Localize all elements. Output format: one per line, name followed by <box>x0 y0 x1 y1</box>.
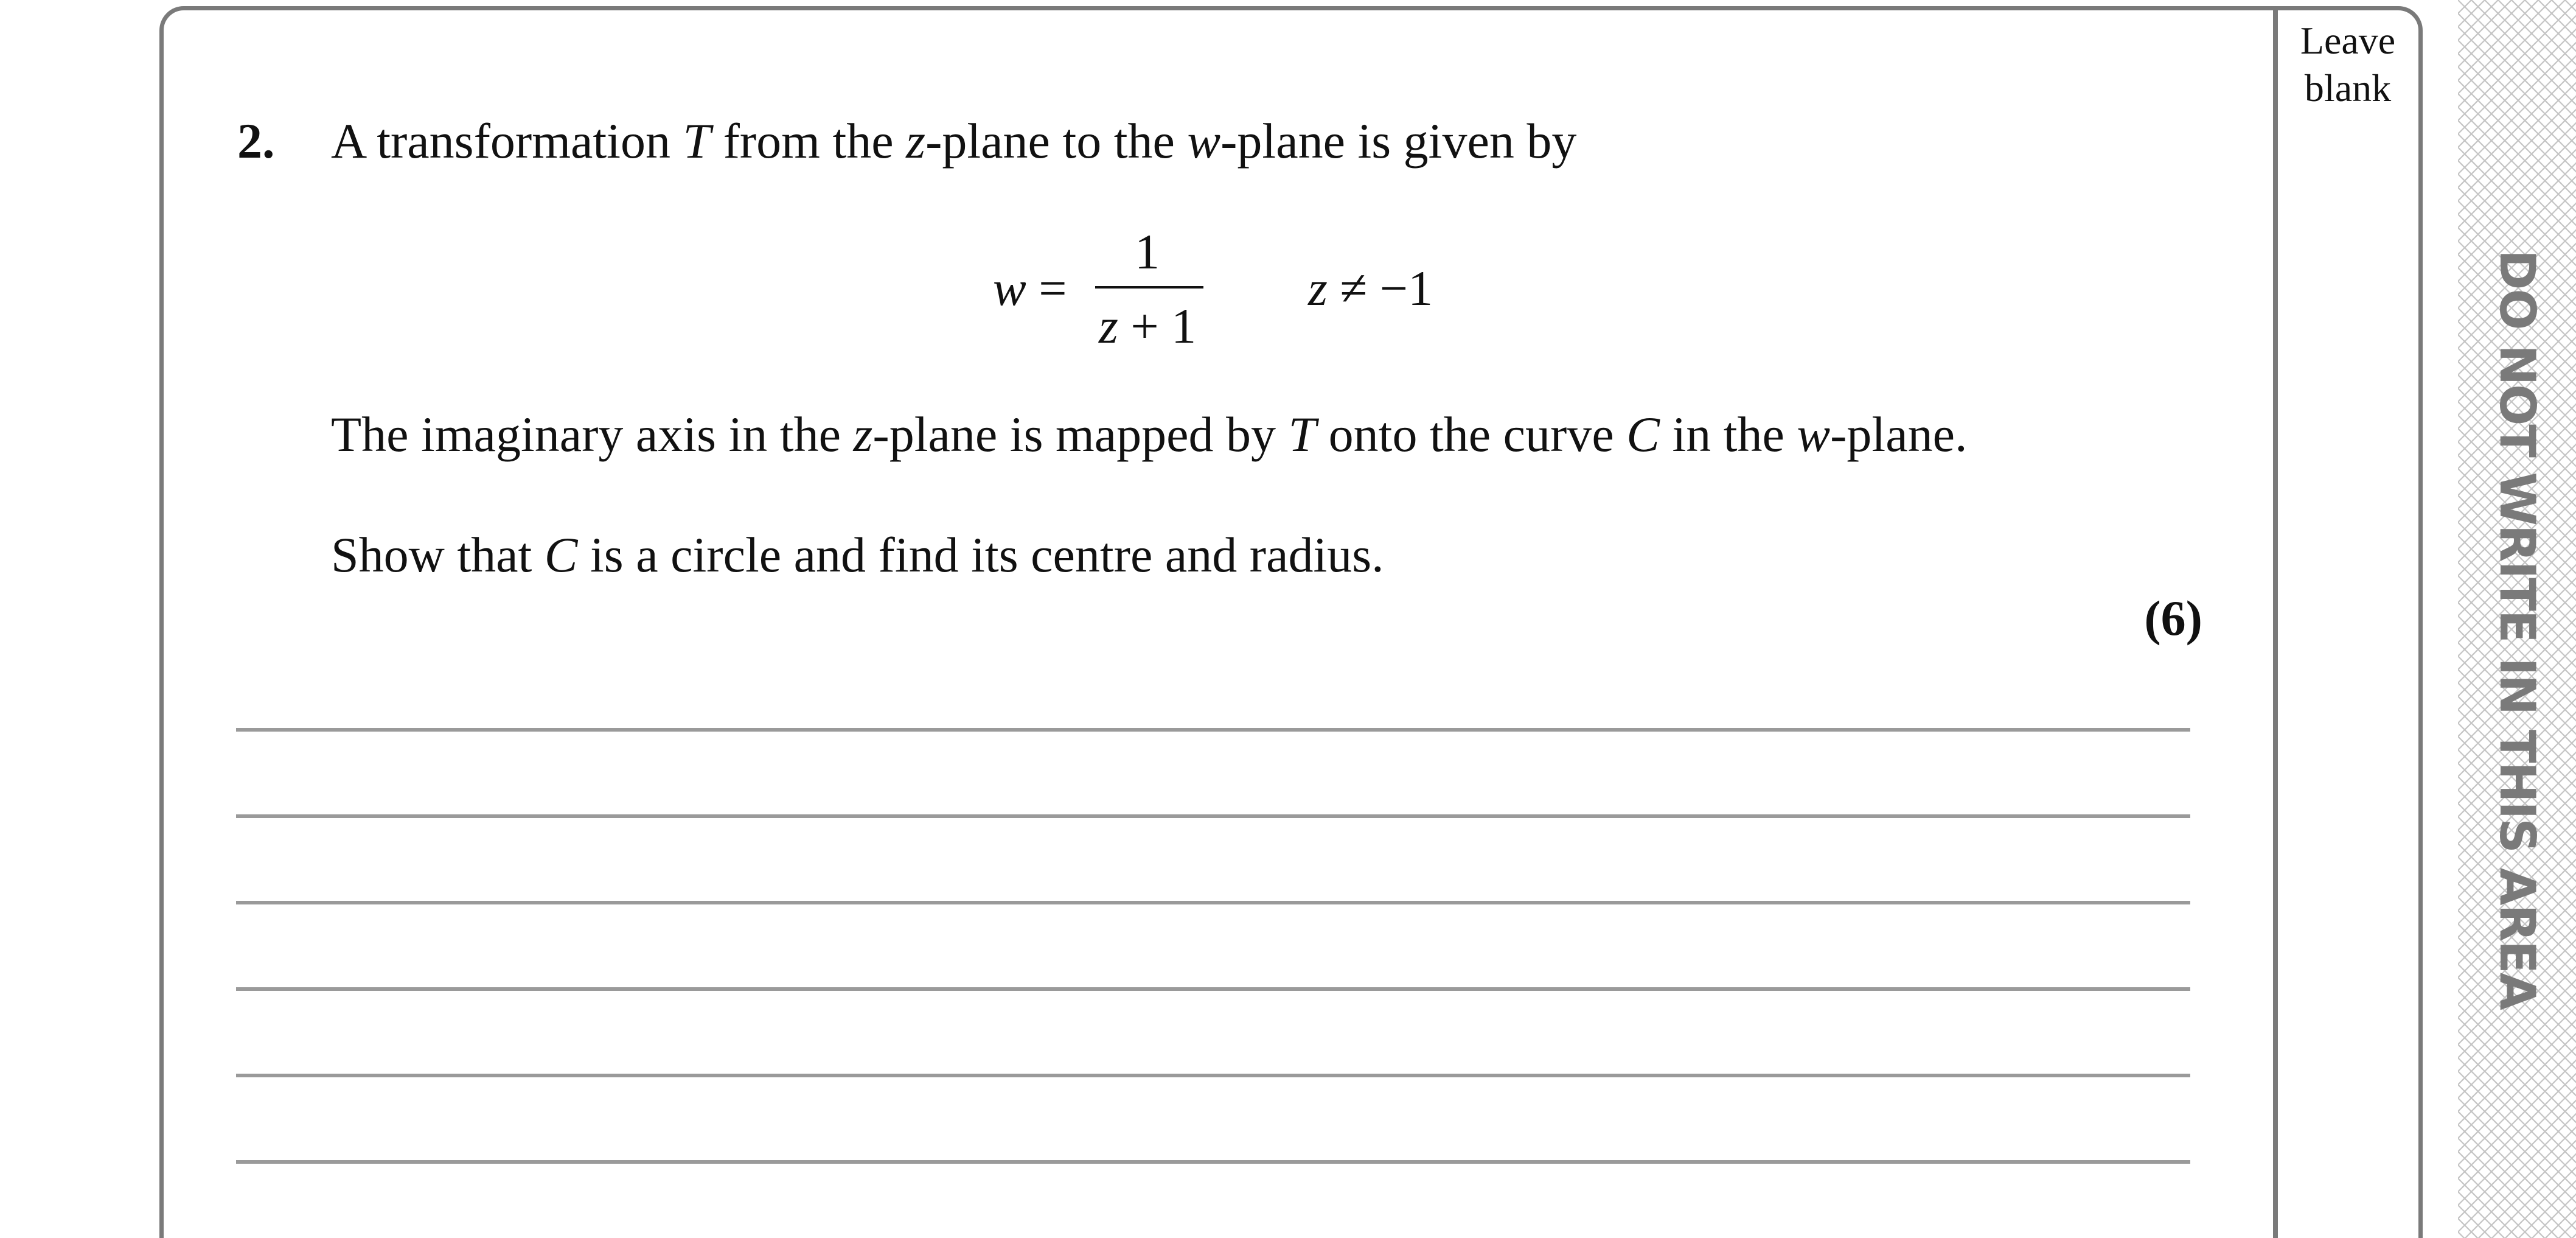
intro-var-z: z <box>906 113 926 169</box>
leave-blank-label <box>2278 17 2418 112</box>
fraction-bar <box>1095 286 1203 289</box>
leave-blank-line-1: Leave <box>2300 19 2396 62</box>
formula-equals: = <box>1026 261 1079 316</box>
answer-line[interactable] <box>236 1074 2190 1077</box>
formula-numerator: 1 <box>1135 224 1160 279</box>
answer-line[interactable] <box>236 901 2190 904</box>
statement-text-5: -plane. <box>1830 407 1968 462</box>
answer-line[interactable] <box>236 728 2190 732</box>
question-task <box>331 525 1384 586</box>
formula-denominator <box>1099 296 1196 357</box>
condition-var-z: z <box>1308 261 1328 316</box>
do-not-write-warning: DO NOT WRITE IN THIS AREA <box>2489 250 2546 1009</box>
marks-label: (6) <box>2144 590 2202 646</box>
statement-text-3: onto the curve <box>1316 407 1627 462</box>
answer-line[interactable] <box>236 987 2190 991</box>
intro-text-4: -plane is given by <box>1220 113 1577 169</box>
intro-text-1: A transformation <box>331 113 683 169</box>
task-text-1: Show that <box>331 527 545 582</box>
intro-text-2: from the <box>711 113 907 169</box>
denominator-var-z: z <box>1099 298 1118 354</box>
statement-var-w: w <box>1797 407 1831 462</box>
statement-text-1: The imaginary axis in the <box>331 407 854 462</box>
formula-var-w: w <box>993 261 1026 316</box>
answer-line[interactable] <box>236 1160 2190 1164</box>
condition-rest: ≠ −1 <box>1327 261 1433 316</box>
leave-blank-line-2: blank <box>2304 66 2392 110</box>
question-intro <box>331 111 1576 172</box>
task-text-2: is a circle and find its centre and radius. <box>577 527 1384 582</box>
question-frame <box>159 6 2423 1238</box>
statement-var-z: z <box>853 407 873 462</box>
question-number: 2. <box>237 113 275 169</box>
question-statement <box>331 404 1968 465</box>
task-var-c: C <box>544 527 578 582</box>
intro-var-w: w <box>1187 113 1221 169</box>
formula-lhs <box>993 258 1079 319</box>
answer-line[interactable] <box>236 814 2190 818</box>
intro-var-t: T <box>683 113 711 169</box>
statement-var-t: T <box>1288 407 1317 462</box>
intro-text-3: -plane to the <box>925 113 1188 169</box>
statement-text-2: -plane is mapped by <box>872 407 1289 462</box>
denominator-rest: + 1 <box>1118 298 1197 354</box>
margin-divider <box>2273 6 2278 1238</box>
statement-text-4: in the <box>1659 407 1797 462</box>
formula-condition <box>1308 258 1433 319</box>
statement-var-c: C <box>1626 407 1660 462</box>
